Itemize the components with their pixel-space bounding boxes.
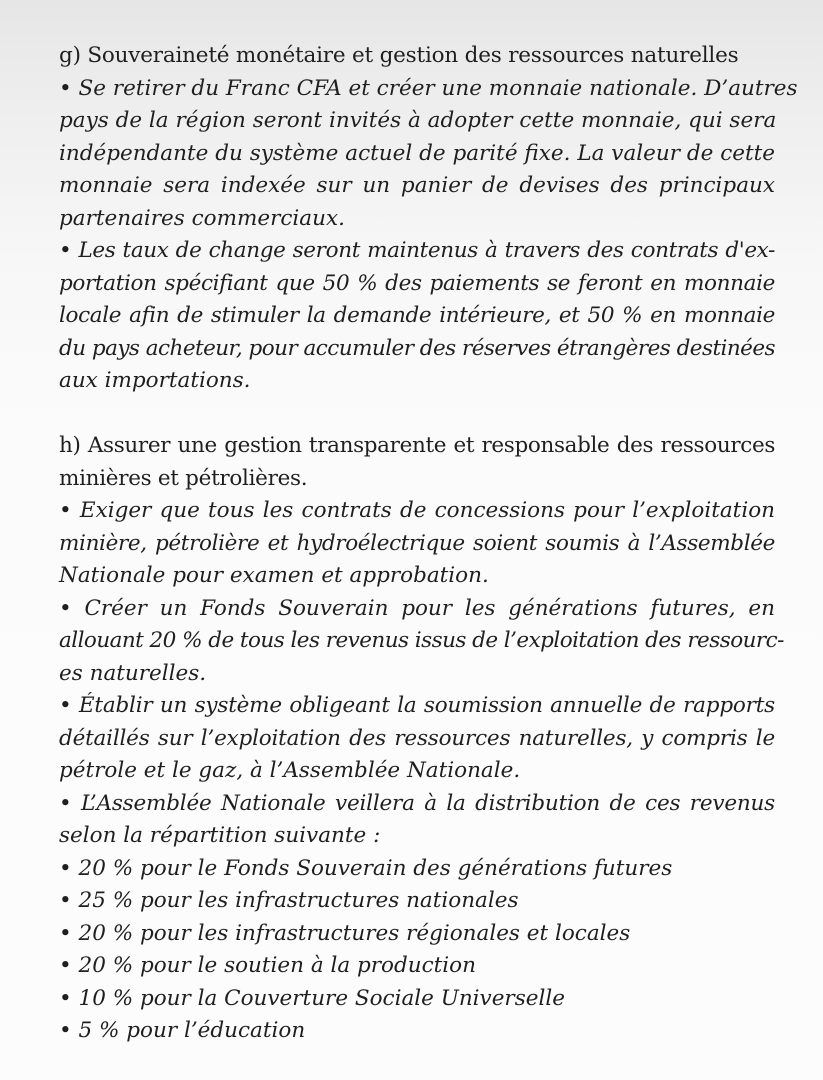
section-g-line-5: partenaires commerciaux. xyxy=(59,205,345,231)
section-h-line-11: selon la répartition suivante : xyxy=(59,823,381,848)
allocation-item-fonds-souverain: • 20 % pour le Fonds Souverain des générations futures xyxy=(59,855,673,881)
document-page xyxy=(59,40,798,1048)
section-g-line-6: • Les taux de change seront maintenus à travers des contrats d'ex- xyxy=(59,238,775,263)
allocation-item-infrastructures-regionales: • 20 % pour les infrastructures régionales et locales xyxy=(59,920,631,946)
section-h-line-5: allouant 20 % de tous les revenus issus de l’exploitation des ressourc- xyxy=(59,628,784,653)
section-g-heading: g) Souveraineté monétaire et gestion des ressources naturelles xyxy=(59,43,739,68)
allocation-item-soutien-production: • 20 % pour le soutien à la production xyxy=(59,953,476,978)
allocation-item-infrastructures-nationales: • 25 % pour les infrastructures nationales xyxy=(59,888,519,913)
section-g-line-10: aux importations. xyxy=(59,368,251,393)
section-g-line-7: portation spécifiant que 50 % des paiements se feront en monnaie xyxy=(59,270,775,296)
section-h-line-2: minière, pétrolière et hydroélectrique soient soumis à l’Assemblée xyxy=(59,530,775,556)
section-h-line-4: • Créer un Fonds Souverain pour les générations futures, en xyxy=(59,595,775,621)
section-h-line-7: • Établir un système obligeant la soumission annuelle de rapports xyxy=(59,693,775,718)
section-g-line-9: du pays acheteur, pour accumuler des réserves étrangères destinées xyxy=(59,335,775,361)
section-h-line-10: • L’Assemblée Nationale veillera à la distribution de ces revenus xyxy=(59,790,775,816)
allocation-item-education: • 5 % pour l’éducation xyxy=(59,1018,306,1043)
section-h-line-9: pétrole et le gaz, à l’Assemblée Nationale. xyxy=(59,758,521,783)
section-g-line-1: • Se retirer du Franc CFA et créer une monnaie nationale. D’autres xyxy=(59,75,798,101)
section-h-heading-line-1: h) Assurer une gestion transparente et responsable des ressources xyxy=(59,433,775,458)
section-g-line-8: locale afin de stimuler la demande intérieure, et 50 % en monnaie xyxy=(59,303,775,328)
section-h-line-1: • Exiger que tous les contrats de concessions pour l’exploitation xyxy=(59,498,775,523)
section-g-line-4: monnaie sera indexée sur un panier de devises des principaux xyxy=(59,173,775,198)
section-h-line-6: es naturelles. xyxy=(59,660,207,686)
section-h-line-8: détaillés sur l’exploitation des ressources naturelles, y compris le xyxy=(59,725,775,751)
allocation-item-couverture-sociale: • 10 % pour la Couverture Sociale Universelle xyxy=(59,985,565,1011)
section-g-line-2: pays de la région seront invités à adopter cette monnaie, qui sera xyxy=(59,108,777,133)
section-g-line-3: indépendante du système actuel de parité fixe. La valeur de cette xyxy=(59,140,775,166)
section-h-line-3: Nationale pour examen et approbation. xyxy=(59,563,489,588)
section-h-heading-line-2: minières et pétrolières. xyxy=(59,465,308,491)
section-spacer xyxy=(59,398,775,431)
